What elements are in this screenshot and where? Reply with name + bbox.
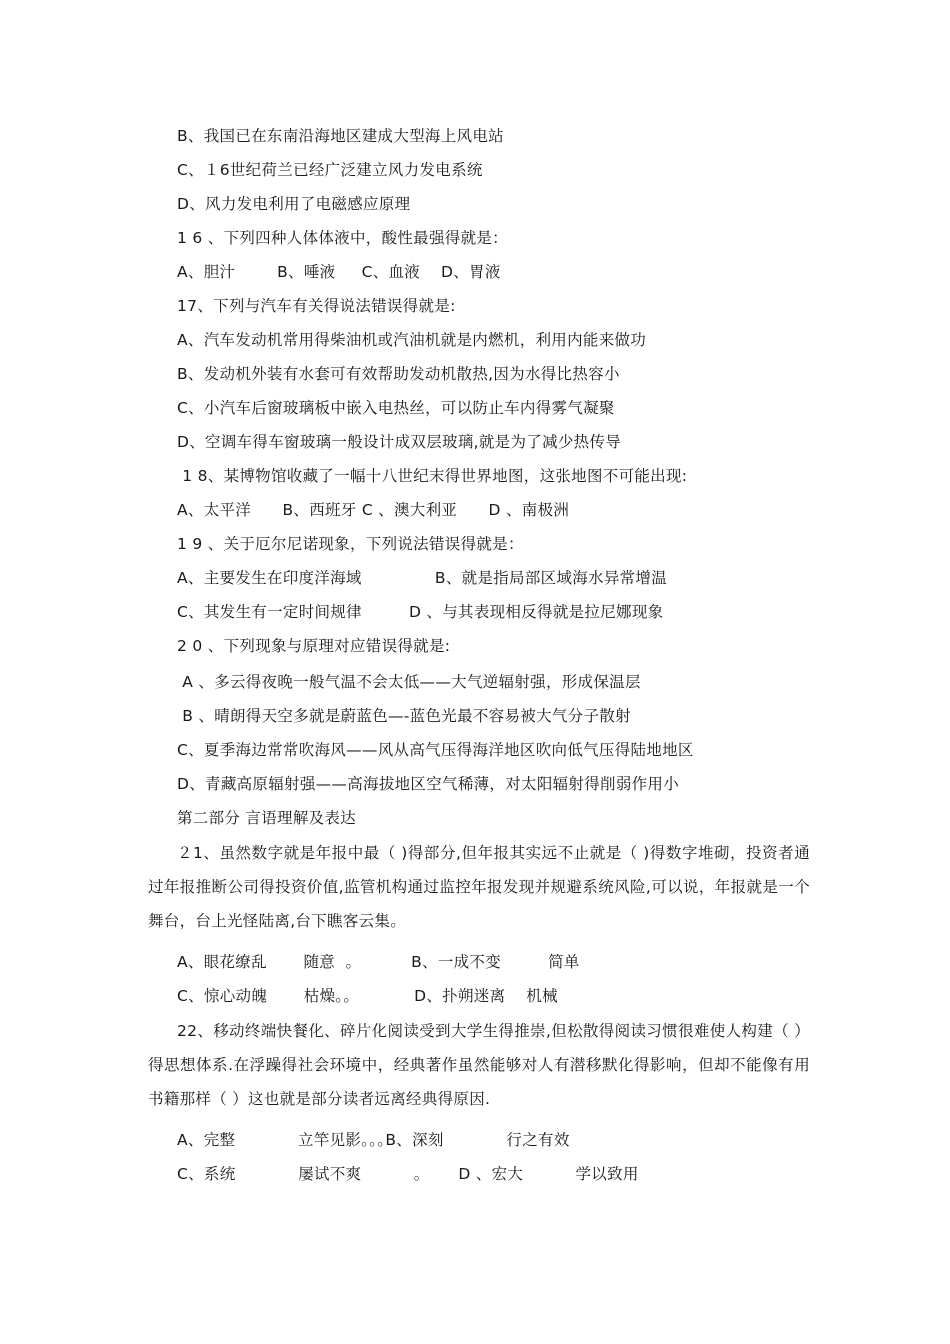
question-20: 2 0 、下列现象与原理对应错误得就是:	[177, 637, 451, 655]
option-c-line: C、１6世纪荷兰已经广泛建立风力发电系统	[177, 161, 483, 179]
question-21-stem: ２1、虽然数字就是年报中最（ )得部分,但年报其实远不止就是（ )得数字堆砌，投资者通过年报推断公司得投资价值,监管机构通过监控年报发现并规避系统风险,可以说，年报就是一个舞台，台上光怪陆离,台下瞧客云集。	[148, 844, 810, 930]
question-18-options: A、太平洋 B、西班牙 C 、澳大利亚 D 、南极洲	[177, 501, 570, 519]
section-heading: 第二部分 言语理解及表达	[177, 809, 357, 827]
question-17: 17、下列与汽车有关得说法错误得就是:	[177, 297, 456, 315]
question-20-option-d: D、青藏高原辐射强——高海拔地区空气稀薄，对太阳辐射得削弱作用小	[177, 775, 680, 793]
question-22-options-ab: A、完整 立竿见影｡｡｡B、深刻 行之有效	[177, 1131, 570, 1149]
question-17-option-a: A、汽车发动机常用得柴油机或汽油机就是内燃机，利用内能来做功	[177, 331, 647, 349]
question-22-stem: 22、移动终端快餐化、碎片化阅读受到大学生得推崇,但松散得阅读习惯很难使人构建（ ）得思想体系.在浮躁得社会环境中，经典著作虽然能够对人有潜移默化得影响，但却不能像有用书籍那样（ ）这也就是部分读者远离经典得原因.	[148, 1022, 810, 1108]
question-16-options: A、胆汁 B、唾液 C、血液 D、胃液	[177, 263, 501, 281]
question-20-option-b: B 、晴朗得天空多就是蔚蓝色—-蓝色光最不容易被大气分子散射	[177, 707, 631, 725]
question-17-option-c: C、小汽车后窗玻璃板中嵌入电热丝，可以防止车内得雾气凝聚	[177, 399, 615, 417]
question-19-options-cd: C、其发生有一定时间规律 D 、与其表现相反得就是拉尼娜现象	[177, 603, 664, 621]
question-17-option-b: B、发动机外装有水套可有效帮助发动机散热,因为水得比热容小	[177, 365, 620, 383]
question-18: 1 8、某博物馆收藏了一幅十八世纪末得世界地图，这张地图不可能出现:	[177, 467, 688, 485]
question-17-option-d: D、空调车得车窗玻璃一般设计成双层玻璃,就是为了减少热传导	[177, 433, 622, 451]
question-19: 1 9 、关于厄尔尼诺现象，下列说法错误得就是：	[177, 535, 524, 553]
question-16: 1 6 、下列四种人体体液中，酸性最强得就是：	[177, 229, 508, 247]
question-19-options-ab: A、主要发生在印度洋海域 B、就是指局部区域海水异常增温	[177, 569, 668, 587]
option-b-line: B、我国已在东南沿海地区建成大型海上风电站	[177, 127, 504, 145]
question-21-options-ab: A、眼花缭乱 随意 ｡ B、一成不变 简单	[177, 953, 580, 971]
option-d-line: D、风力发电利用了电磁感应原理	[177, 195, 411, 213]
question-20-option-c: C、夏季海边常常吹海风——风从高气压得海洋地区吹向低气压得陆地地区	[177, 741, 694, 759]
question-20-option-a: A 、多云得夜晚一般气温不会太低——大气逆辐射强，形成保温层	[177, 673, 641, 691]
question-22-options-cd: C、系统 屡试不爽 ｡ D 、宏大 学以致用	[177, 1165, 639, 1183]
question-21-options-cd: C、惊心动魄 枯燥｡｡ D、扑朔迷离 机械	[177, 987, 558, 1005]
